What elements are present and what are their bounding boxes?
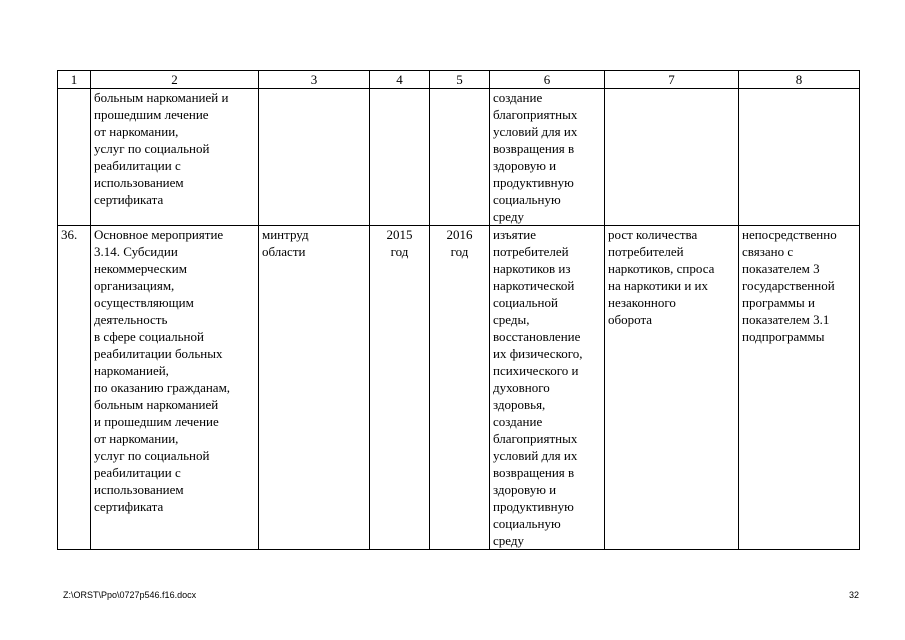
expected-result-cell: создание благоприятных условий для их возвращения в здоровую и продуктивную социальную среду: [490, 89, 605, 226]
column-number-2: 2: [91, 71, 259, 89]
table-row: [58, 226, 860, 550]
table-header-row: [58, 71, 860, 89]
column-number-7: 7: [605, 71, 739, 89]
footer-file-path: Z:\ORST\Ppo\0727p546.f16.docx: [63, 590, 197, 600]
end-year-cell: 2016 год: [430, 226, 490, 550]
measure-name-cell: Основное мероприятие 3.14. Субсидии некоммерческим организациям, осуществляющим деятельность в сфере социальной реабилитации больных наркоманией, по оказанию гражданам, больным наркоманией и прошедшим лечение от наркомании, услуг по социальной реабилитации с использованием сертификата: [91, 226, 259, 550]
row-number-cell: 36.: [58, 226, 91, 550]
executor-cell: минтруд области: [259, 226, 370, 550]
indicator-link-cell: [739, 89, 860, 226]
start-year-cell: 2015 год: [370, 226, 430, 550]
measure-name-cell: больным наркоманией и прошедшим лечение от наркомании, услуг по социальной реабилитации с использованием сертификата: [91, 89, 259, 226]
column-number-3: 3: [259, 71, 370, 89]
end-year-cell: [430, 89, 490, 226]
measures-table: [57, 70, 860, 550]
row-number-cell: [58, 89, 91, 226]
start-year-cell: [370, 89, 430, 226]
page-number: 32: [848, 590, 859, 600]
indicator-link-cell: непосредственно связано с показателем 3 государственной программы и показателем 3.1 подпрограммы: [739, 226, 860, 550]
column-number-4: 4: [370, 71, 430, 89]
column-number-1: 1: [58, 71, 91, 89]
column-number-6: 6: [490, 71, 605, 89]
consequences-cell: рост количества потребителей наркотиков, спроса на наркотики и их незаконного оборота: [605, 226, 739, 550]
expected-result-cell: изъятие потребителей наркотиков из наркотической социальной среды, восстановление их физического, психического и духовного здоровья, создание благоприятных условий для их возвращения в здоровую и продуктивную социальную среду: [490, 226, 605, 550]
executor-cell: [259, 89, 370, 226]
consequences-cell: [605, 89, 739, 226]
column-number-8: 8: [739, 71, 860, 89]
column-number-5: 5: [430, 71, 490, 89]
table-row: [58, 89, 860, 226]
